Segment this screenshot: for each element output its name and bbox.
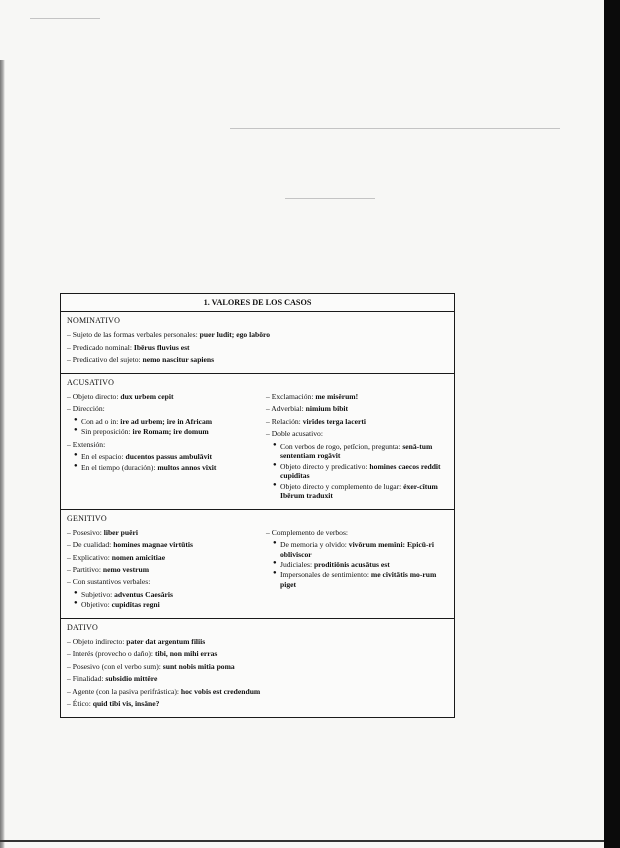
case-value: – Agente (con la pasiva perifrástica): hoc vobis est credendum bbox=[67, 686, 261, 696]
list-item: ● Sin preposición: ire Romam; ire domum bbox=[73, 427, 262, 436]
case-value: – Objeto directo: dux urbem cepit bbox=[67, 391, 174, 401]
case-value: – Finalidad: subsidio mittĕre bbox=[67, 674, 158, 684]
genitivo-right-column bbox=[266, 528, 448, 613]
list-item: ● En el tiempo (duración): multos annos vixit bbox=[73, 463, 262, 472]
case-value: – Posesivo (con el verbo sum): sunt nobis mitia poma bbox=[67, 661, 235, 671]
bleed-through-line bbox=[30, 18, 100, 19]
acusativo-right-column bbox=[266, 392, 448, 504]
bleed-through-line bbox=[285, 198, 375, 199]
list-item: ● Impersonales de sentimiento: me civitātis mo-rum piget bbox=[272, 570, 448, 589]
list-item: ● Con verbos de rogo, petīcion, pregunta: senā-tum sententiam rogāvit bbox=[272, 442, 448, 461]
case-value: – Ético: quid tibi vis, insāne? bbox=[67, 699, 160, 709]
case-value: – Extensión: bbox=[67, 439, 106, 449]
case-value: – Objeto indirecto: pater dat argentum filiis bbox=[67, 636, 206, 646]
scan-bottom-rule bbox=[0, 840, 604, 842]
list-item: ● Objeto directo y complemento de lugar: éxer-cĭtum Ibērum traduxit bbox=[272, 482, 448, 501]
case-value: – Predicado nominal: Ibērus fluvius est bbox=[67, 342, 190, 352]
scan-left-edge bbox=[0, 60, 5, 848]
list-item: ● En el espacio: ducentos passus ambulāvit bbox=[73, 452, 262, 461]
section-nominativo bbox=[61, 312, 454, 373]
cases-table bbox=[60, 293, 455, 718]
section-acusativo bbox=[61, 374, 454, 510]
section-heading: DATIVO bbox=[67, 622, 98, 632]
case-value: – Predicativo del sujeto: nemo nascitur sapiens bbox=[67, 355, 215, 365]
list-item: ● Judiciales: proditiōnis acusātus est bbox=[272, 560, 448, 569]
case-value: – Dirección: bbox=[67, 404, 105, 414]
section-heading: NOMINATIVO bbox=[67, 316, 121, 326]
list-item: ● Objetivo: cupidĭtas regni bbox=[73, 600, 262, 609]
case-value: – Sujeto de las formas verbales personales: puer ludit; ego labōro bbox=[67, 330, 271, 340]
bleed-through-line bbox=[230, 128, 560, 129]
list-item: ● Con ad o in: ire ad urbem; ire in Africam bbox=[73, 417, 262, 426]
section-genitivo bbox=[61, 510, 454, 619]
case-value: – Posesivo: liber puĕri bbox=[67, 527, 138, 537]
section-heading: GENITIVO bbox=[67, 513, 107, 523]
table-title: 1. VALORES DE LOS CASOS bbox=[61, 294, 454, 312]
case-value: – Complemento de verbos: bbox=[266, 527, 349, 537]
case-value: – Con sustantivos verbales: bbox=[67, 577, 151, 587]
genitivo-left-column bbox=[67, 528, 266, 613]
case-value: – Exclamación: me misĕrum! bbox=[266, 391, 359, 401]
list-item: ● Subjetivo: adventus Caesăris bbox=[73, 590, 262, 599]
list-item: ● De memoria y olvido: vivōrum memĭni: Epicū-ri obliviscor bbox=[272, 540, 448, 559]
case-value: – Partitivo: nemo vestrum bbox=[67, 565, 150, 574]
section-heading: ACUSATIVO bbox=[67, 377, 115, 387]
case-value: – Interés (provecho o daño): tibi, non mihi erras bbox=[67, 649, 218, 659]
case-value: – Adverbial: nimium bibit bbox=[266, 404, 349, 414]
section-dativo bbox=[61, 619, 454, 717]
scan-right-edge bbox=[604, 0, 620, 848]
case-value: – De cualidad: homines magnae virtūtis bbox=[67, 540, 193, 550]
case-value: – Doble acusativo: bbox=[266, 429, 323, 439]
list-item: ● Objeto directo y predicativo: homines caecos reddit cupidĭtas bbox=[272, 462, 448, 481]
case-value: – Relación: virĭdes terga lacerti bbox=[266, 416, 366, 426]
case-value: – Explicativo: nomen amicitiae bbox=[67, 552, 166, 562]
acusativo-left-column bbox=[67, 392, 266, 504]
